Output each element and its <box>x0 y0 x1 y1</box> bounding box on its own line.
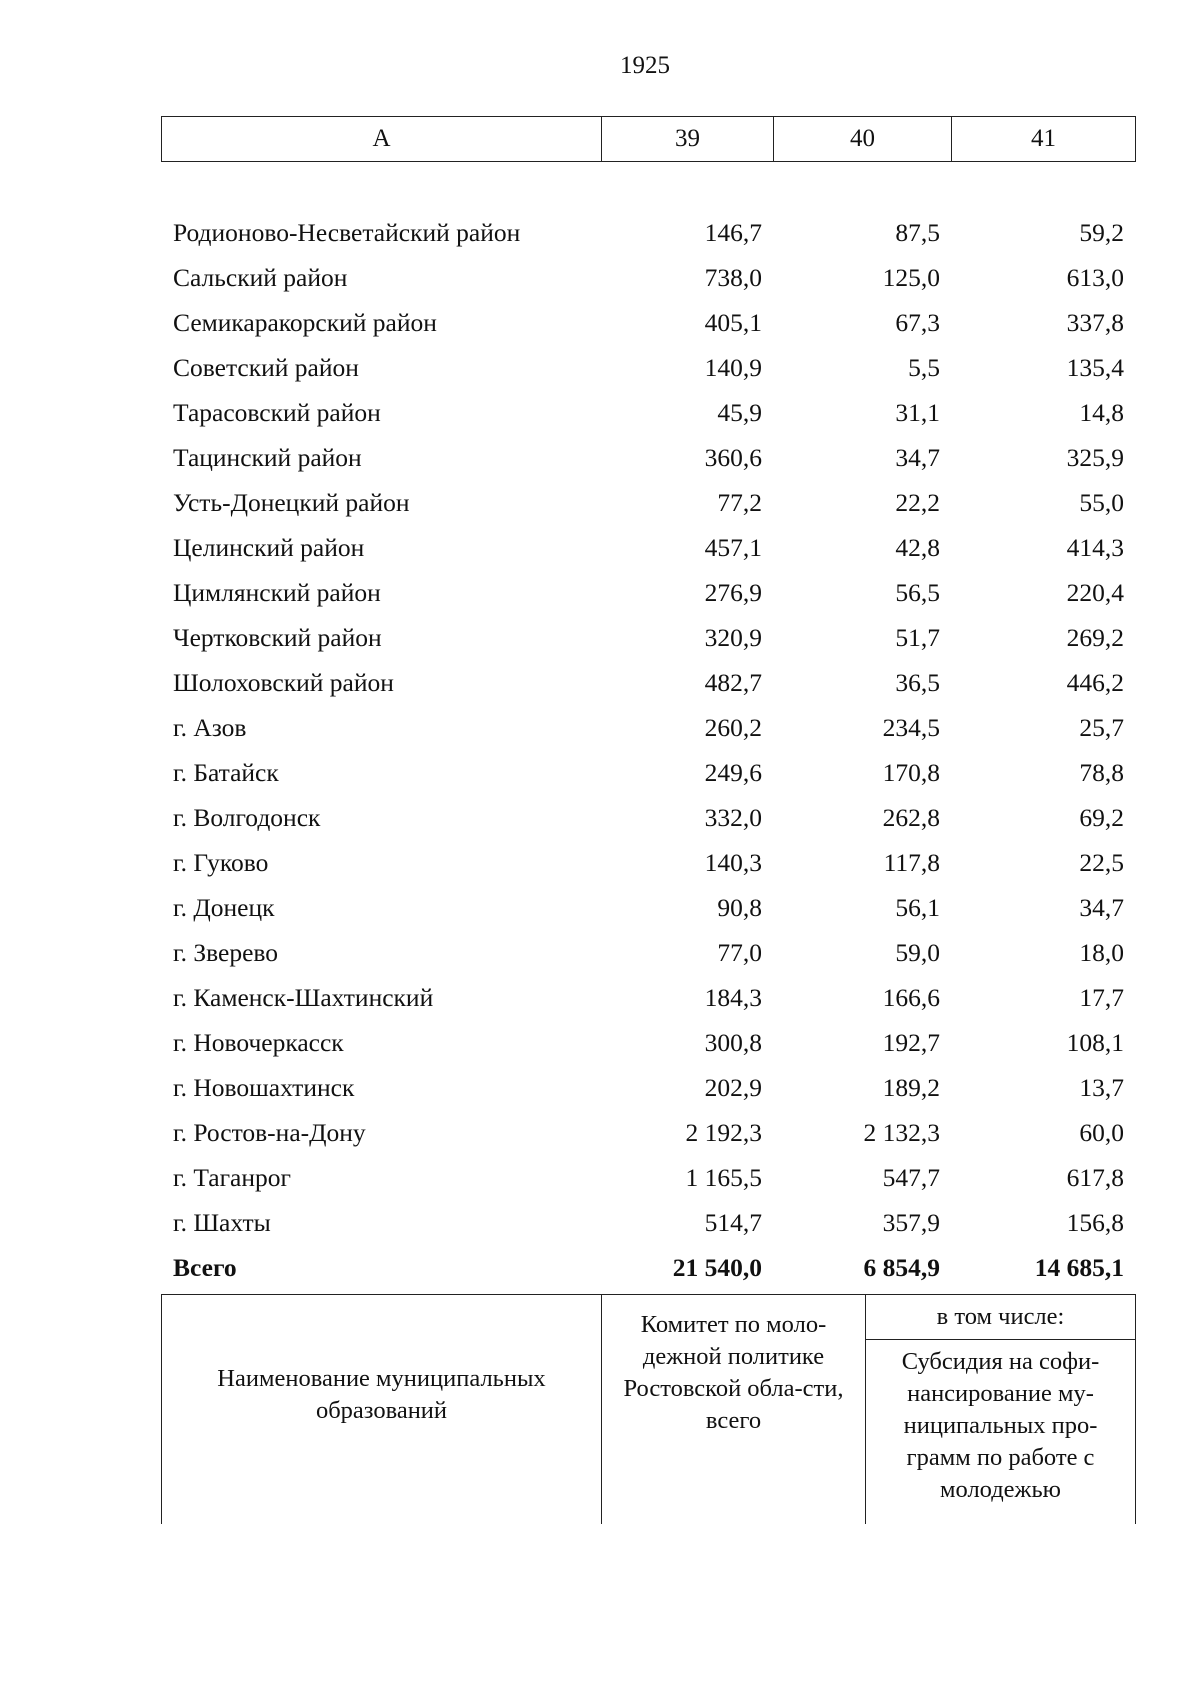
value-39: 249,6 <box>704 757 762 787</box>
municipality-name: г. Гуково <box>173 847 269 877</box>
value-40: 117,8 <box>883 847 940 877</box>
committee-total-heading: Комитет по моло-дежной политике Ростовской обла-сти, всего <box>602 1295 866 1525</box>
municipality-name: Усть-Донецкий район <box>173 487 410 517</box>
value-41: 13,7 <box>1079 1072 1124 1102</box>
table-row <box>161 480 1135 525</box>
municipality-name: Тарасовский район <box>173 397 381 427</box>
table-row <box>161 750 1135 795</box>
value-40: 189,2 <box>882 1072 940 1102</box>
table-row <box>161 1020 1135 1065</box>
value-40: 56,5 <box>895 577 940 607</box>
value-40: 42,8 <box>895 532 940 562</box>
value-41: 22,5 <box>1079 847 1124 877</box>
value-40: 234,5 <box>882 712 940 742</box>
table-row <box>161 975 1135 1020</box>
table-row <box>161 660 1135 705</box>
table-row <box>161 435 1135 480</box>
total-row <box>161 1245 1135 1290</box>
value-41: 135,4 <box>1066 352 1124 382</box>
value-40: 125,0 <box>882 262 940 292</box>
value-41: 59,2 <box>1079 217 1124 247</box>
page-number: 1925 <box>620 52 670 79</box>
value-39: 90,8 <box>717 892 762 922</box>
column-number-header <box>161 116 1136 162</box>
value-41: 17,7 <box>1079 982 1124 1012</box>
table-row <box>161 210 1135 255</box>
total-label: Всего <box>173 1252 237 1282</box>
value-39: 260,2 <box>704 712 762 742</box>
value-39: 360,6 <box>704 442 762 472</box>
value-39: 77,0 <box>717 937 762 967</box>
value-41: 156,8 <box>1066 1207 1124 1237</box>
column-label-a: А <box>162 117 602 162</box>
value-39: 405,1 <box>704 307 762 337</box>
municipality-name: Целинский район <box>173 532 365 562</box>
table-row <box>161 390 1135 435</box>
table-row <box>161 255 1135 300</box>
municipality-name: г. Ростов-на-Дону <box>173 1117 366 1147</box>
table-row <box>161 345 1135 390</box>
table-row <box>161 840 1135 885</box>
table-row <box>161 570 1135 615</box>
value-39: 45,9 <box>717 397 762 427</box>
value-41: 613,0 <box>1066 262 1124 292</box>
municipality-name: г. Новочеркасск <box>173 1027 344 1057</box>
municipality-name: Семикаракорский район <box>173 307 437 337</box>
municipality-name: г. Зверево <box>173 937 279 967</box>
municipality-name: г. Волгодонск <box>173 802 321 832</box>
column-number-row <box>162 117 1136 162</box>
municipality-name: Шолоховский район <box>173 667 394 697</box>
municipality-name: г. Азов <box>173 712 247 742</box>
value-41: 69,2 <box>1079 802 1124 832</box>
table-row <box>161 930 1135 975</box>
value-40: 192,7 <box>882 1027 940 1057</box>
value-41: 55,0 <box>1079 487 1124 517</box>
total-value-41: 14 685,1 <box>1034 1252 1124 1282</box>
municipality-name: г. Батайск <box>173 757 279 787</box>
value-39: 140,9 <box>704 352 762 382</box>
municipality-name-heading: Наименование муниципальных образований <box>162 1295 602 1525</box>
value-40: 87,5 <box>895 217 940 247</box>
municipality-name: Сальский район <box>173 262 348 292</box>
total-value-40: 6 854,9 <box>863 1252 940 1282</box>
value-40: 170,8 <box>882 757 940 787</box>
value-39: 514,7 <box>704 1207 762 1237</box>
total-value-39: 21 540,0 <box>672 1252 762 1282</box>
value-39: 184,3 <box>704 982 762 1012</box>
value-39: 738,0 <box>704 262 762 292</box>
value-39: 2 192,3 <box>685 1117 762 1147</box>
value-41: 220,4 <box>1066 577 1124 607</box>
value-40: 31,1 <box>895 397 940 427</box>
municipality-name: г. Каменск-Шахтинский <box>173 982 434 1012</box>
value-41: 60,0 <box>1079 1117 1124 1147</box>
continued-header-row-1 <box>162 1295 1136 1340</box>
value-40: 34,7 <box>895 442 940 472</box>
value-40: 5,5 <box>908 352 940 382</box>
value-41: 446,2 <box>1066 667 1124 697</box>
value-40: 262,8 <box>882 802 940 832</box>
value-40: 547,7 <box>882 1162 940 1192</box>
municipality-name: г. Донецк <box>173 892 275 922</box>
value-41: 25,7 <box>1079 712 1124 742</box>
value-39: 202,9 <box>704 1072 762 1102</box>
value-39: 1 165,5 <box>685 1162 762 1192</box>
value-40: 357,9 <box>882 1207 940 1237</box>
column-label-41: 41 <box>952 117 1136 162</box>
data-table <box>161 210 1135 1290</box>
value-39: 300,8 <box>704 1027 762 1057</box>
value-40: 56,1 <box>895 892 940 922</box>
including-heading: в том числе: <box>866 1295 1136 1340</box>
table-row <box>161 795 1135 840</box>
value-39: 140,3 <box>704 847 762 877</box>
table-row <box>161 1200 1135 1245</box>
table-row <box>161 300 1135 345</box>
value-39: 457,1 <box>704 532 762 562</box>
subsidy-heading: Субсидия на софи-нансирование му-ниципальных про-грамм по работе с молодежью <box>866 1340 1136 1525</box>
value-41: 325,9 <box>1066 442 1124 472</box>
value-41: 18,0 <box>1079 937 1124 967</box>
value-39: 146,7 <box>704 217 762 247</box>
data-table-body <box>161 210 1135 1290</box>
municipality-name: Цимлянский район <box>173 577 381 607</box>
table-row <box>161 1155 1135 1200</box>
column-label-39: 39 <box>602 117 774 162</box>
value-39: 77,2 <box>717 487 762 517</box>
value-41: 617,8 <box>1066 1162 1124 1192</box>
municipality-name: г. Шахты <box>173 1207 271 1237</box>
column-label-40: 40 <box>774 117 952 162</box>
table-row <box>161 1110 1135 1155</box>
value-40: 51,7 <box>895 622 940 652</box>
value-40: 166,6 <box>882 982 940 1012</box>
table-row <box>161 1065 1135 1110</box>
municipality-name: Чертковский район <box>173 622 382 652</box>
value-39: 482,7 <box>704 667 762 697</box>
value-40: 67,3 <box>895 307 940 337</box>
value-40: 36,5 <box>895 667 940 697</box>
value-41: 78,8 <box>1079 757 1124 787</box>
value-39: 276,9 <box>704 577 762 607</box>
value-39: 332,0 <box>704 802 762 832</box>
value-41: 414,3 <box>1066 532 1124 562</box>
value-41: 337,8 <box>1066 307 1124 337</box>
table-row <box>161 705 1135 750</box>
value-39: 320,9 <box>704 622 762 652</box>
municipality-name: г. Таганрог <box>173 1162 291 1192</box>
value-40: 2 132,3 <box>863 1117 940 1147</box>
value-41: 34,7 <box>1079 892 1124 922</box>
value-41: 108,1 <box>1066 1027 1124 1057</box>
value-40: 59,0 <box>895 937 940 967</box>
municipality-name: Тацинский район <box>173 442 362 472</box>
table-row <box>161 885 1135 930</box>
value-41: 269,2 <box>1066 622 1124 652</box>
municipality-name: г. Новошахтинск <box>173 1072 355 1102</box>
continued-table-header <box>161 1294 1136 1524</box>
municipality-name: Советский район <box>173 352 359 382</box>
value-40: 22,2 <box>895 487 940 517</box>
value-41: 14,8 <box>1079 397 1124 427</box>
table-row <box>161 615 1135 660</box>
municipality-name: Родионово-Несветайский район <box>173 217 521 247</box>
table-row <box>161 525 1135 570</box>
